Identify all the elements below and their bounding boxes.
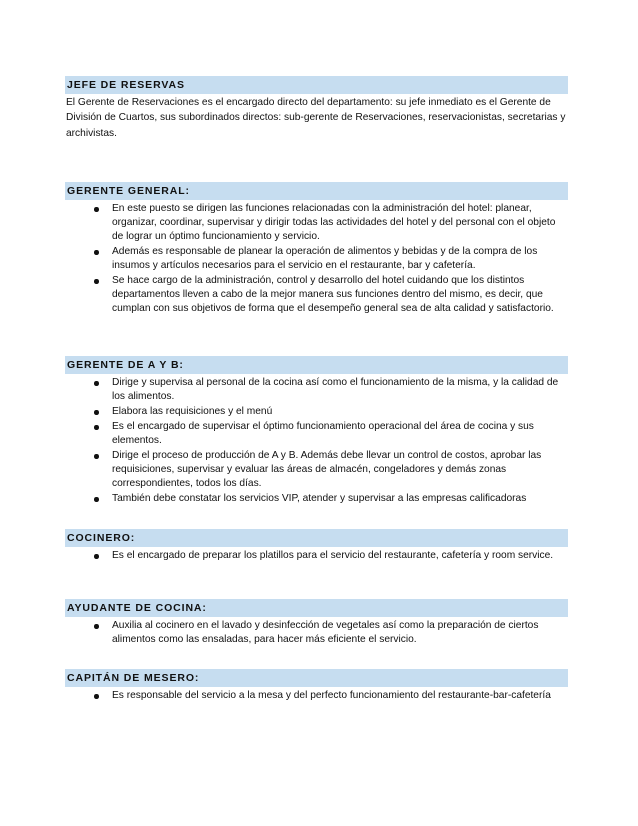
bullet-icon (94, 410, 99, 415)
list-item-text: Es responsable del servicio a la mesa y del perfecto funcionamiento del restaurante-bar-cafetería (112, 690, 551, 701)
list-item (65, 549, 568, 563)
bullet-icon (94, 250, 99, 255)
list-item (65, 376, 568, 404)
bullet-list (65, 619, 568, 647)
bullet-icon (94, 554, 99, 559)
bullet-list (65, 689, 568, 703)
section-paragraph: El Gerente de Reservaciones es el encargado directo del departamento: su jefe inmediato es el Gerente de División de Cuartos, sus subordinados directos: sub-gerente de Reservaciones, reservacionistas, secretarias y archivistas. (66, 97, 566, 139)
list-item-text: Es el encargado de preparar los platillos para el servicio del restaurante, cafetería y room service. (112, 550, 554, 561)
section-gerente-de-a-y-b (65, 356, 568, 507)
list-item-text: Además es responsable de planear la operación de alimentos y bebidas y de la compra de los insumos y artículos necesarios para el servicio en el restaurante, bar y cafetería. (112, 246, 538, 271)
bullet-icon (94, 454, 99, 459)
bullet-list (65, 202, 568, 316)
bullet-icon (94, 624, 99, 629)
list-item (65, 274, 568, 316)
list-item (65, 492, 568, 506)
bullet-icon (94, 381, 99, 386)
list-item (65, 202, 568, 244)
list-item (65, 619, 568, 647)
section-jefe-de-reservas (65, 76, 568, 141)
list-item-text: Se hace cargo de la administración, control y desarrollo del hotel cuidando que los distintos departamentos lleven a cabo de la mejor manera sus funciones dentro del mismo, es decir, que cumplan con sus objetivos de forma que el desempeño general sea de alta calidad y satisfactorio. (112, 275, 554, 314)
section-heading: AYUDANTE DE COCINA: (65, 599, 568, 617)
section-cocinero (65, 529, 568, 564)
bullet-icon (94, 207, 99, 212)
section-ayudante-de-cocina (65, 599, 568, 648)
bullet-icon (94, 694, 99, 699)
section-heading: COCINERO: (65, 529, 568, 547)
bullet-list (65, 376, 568, 506)
list-item-text: Auxilia al cocinero en el lavado y desinfección de vegetales así como la preparación de ciertos alimentos como las ensaladas, para hacer más eficiente el servicio. (112, 620, 539, 645)
list-item-text: En este puesto se dirigen las funciones relacionadas con la administración del hotel: planear, organizar, coordinar, supervisar y dirigir todas las actividades del hotel y del personal con el objeto de lograr un óptimo funcionamiento y servicio. (112, 203, 556, 242)
list-item-text: También debe constatar los servicios VIP, atender y supervisar a las empresas calificadoras (112, 493, 527, 504)
section-heading: GERENTE GENERAL: (65, 182, 568, 200)
bullet-icon (94, 497, 99, 502)
section-heading: JEFE DE RESERVAS (65, 76, 568, 94)
bullet-list (65, 549, 568, 563)
list-item (65, 689, 568, 703)
list-item-text: Dirige el proceso de producción de A y B. Además debe llevar un control de costos, aprobar las requisiciones, supervisar y evaluar las áreas de almacén, congeladores y demás zonas correspondientes, todos los días. (112, 450, 542, 489)
list-item-text: Es el encargado de supervisar el óptimo funcionamiento operacional del área de cocina y sus elementos. (112, 421, 534, 446)
list-item (65, 245, 568, 273)
bullet-icon (94, 279, 99, 284)
section-heading: GERENTE DE A Y B: (65, 356, 568, 374)
list-item (65, 405, 568, 419)
list-item (65, 420, 568, 448)
section-heading: CAPITÁN DE MESERO: (65, 669, 568, 687)
list-item-text: Elabora las requisiciones y el menú (112, 406, 273, 417)
bullet-icon (94, 425, 99, 430)
list-item (65, 449, 568, 491)
section-capitan-de-mesero (65, 669, 568, 704)
list-item-text: Dirige y supervisa al personal de la cocina así como el funcionamiento de la misma, y la calidad de los alimentos. (112, 377, 559, 402)
section-gerente-general (65, 182, 568, 317)
